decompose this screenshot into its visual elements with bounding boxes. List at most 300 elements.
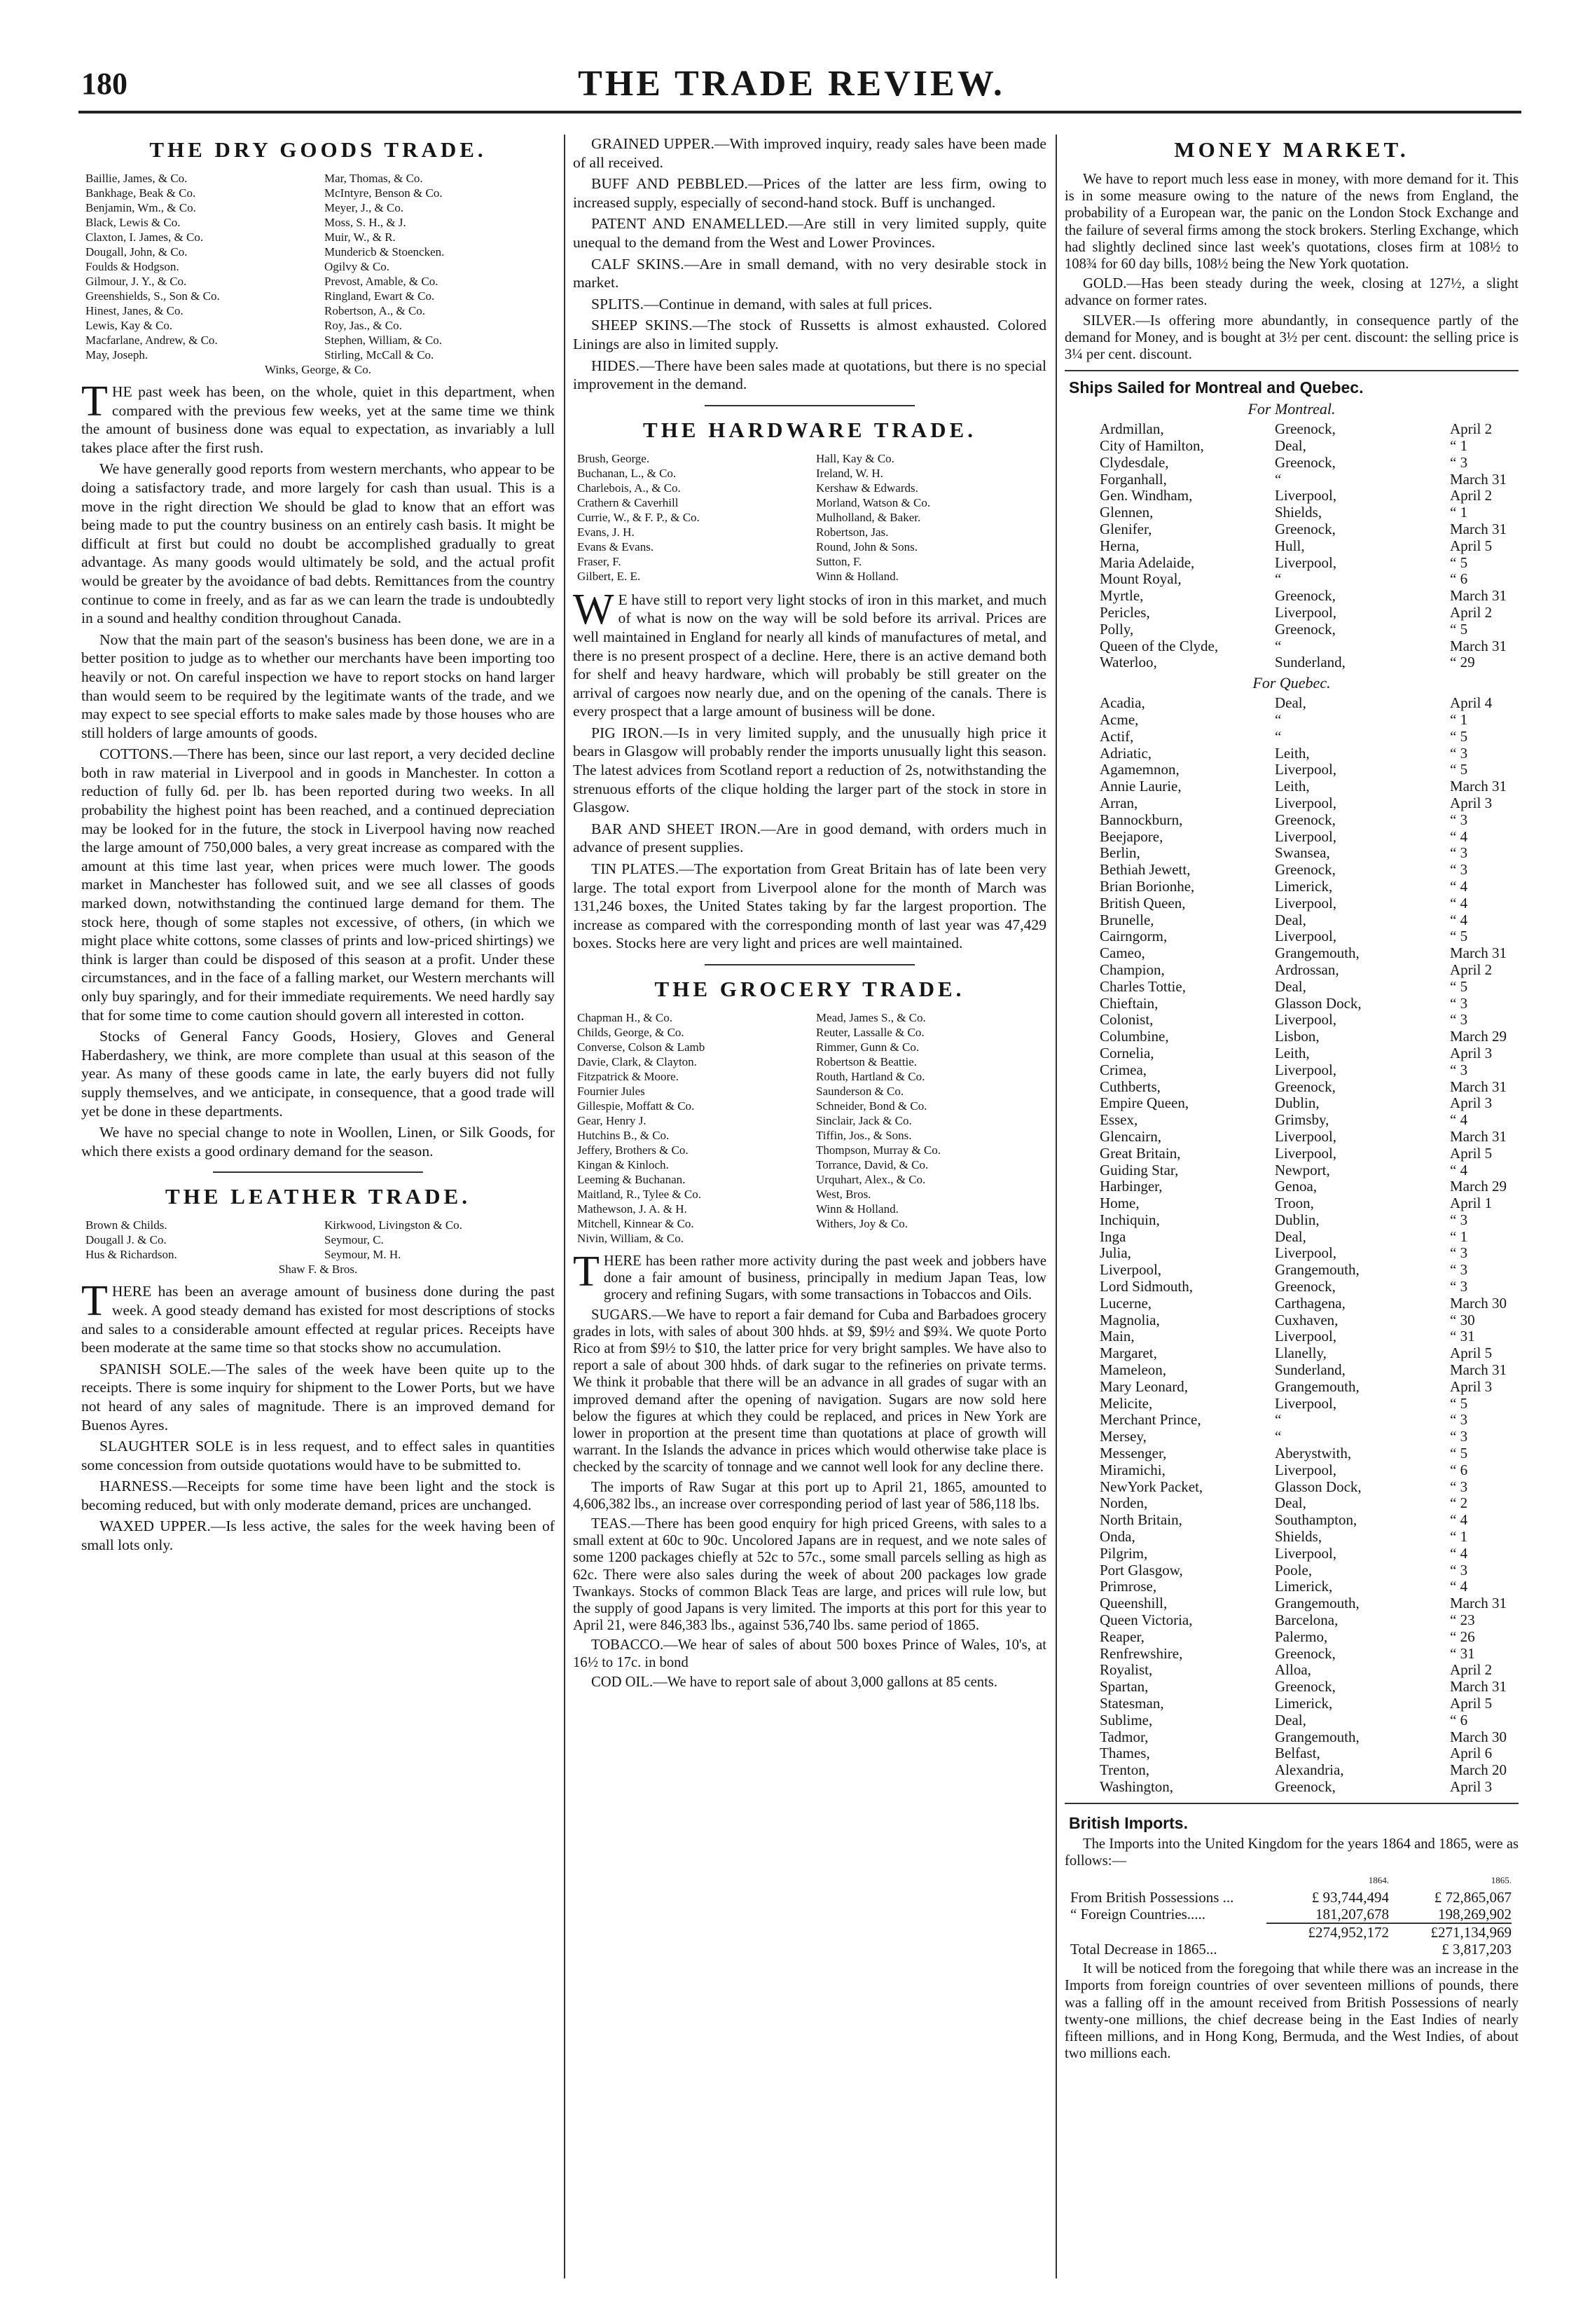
ship-date: March 31 xyxy=(1450,587,1507,605)
ship-name: Liverpool, xyxy=(1100,1262,1162,1279)
ship-name: Reaper, xyxy=(1100,1628,1145,1645)
grocery-article xyxy=(573,1248,1046,1691)
ship-name: Brunelle, xyxy=(1100,912,1154,928)
ship-row xyxy=(1065,1162,1519,1179)
ship-port: Limerick, xyxy=(1275,878,1333,895)
article-paragraph: We have to report much less ease in money, with more demand for it. This is in some measure owing to the nature of the news from England, the probability of a European war, the panic on the London Stock Exchange and the failure of several firms among the stock brokers. Sterling Exchange, which had slightly declined since last week's quotations, closes firm at 108½ to 108¾ for 60 day bills, 108½ being the New York quotation. xyxy=(1065,172,1519,273)
firm-name: Roy, Jas., & Co. xyxy=(324,319,402,332)
ship-row xyxy=(1065,504,1519,521)
ship-name: Margaret, xyxy=(1100,1345,1157,1362)
firm-name: Maitland, R., Tylee & Co. xyxy=(577,1188,701,1201)
ship-row xyxy=(1065,1095,1519,1112)
ship-row xyxy=(1065,1029,1519,1045)
ship-row xyxy=(1065,778,1519,795)
article-paragraph: TOBACCO.—We hear of sales of about 500 boxes Prince of Wales, 10's, at 16½ to 17c. in bond xyxy=(573,1637,1046,1670)
ship-row xyxy=(1065,895,1519,912)
ship-date: “ 3 xyxy=(1450,1278,1468,1295)
ship-row xyxy=(1065,1245,1519,1262)
ship-date: “ 4 xyxy=(1450,827,1468,845)
ship-port: Liverpool, xyxy=(1275,1328,1337,1345)
ship-row xyxy=(1065,712,1519,729)
ship-row xyxy=(1065,695,1519,712)
ship-row xyxy=(1065,1178,1519,1195)
dry-goods-firm-list xyxy=(85,171,551,362)
ship-port: Alexandria, xyxy=(1275,1762,1344,1779)
section-rule xyxy=(705,405,915,406)
ship-name: Bannockburn, xyxy=(1100,811,1183,828)
ships-montreal-list xyxy=(1065,421,1519,671)
firm-name: Nivin, William, & Co. xyxy=(577,1232,684,1245)
ship-port: Grimsby, xyxy=(1275,1112,1329,1129)
ship-date: “ 3 xyxy=(1450,811,1468,828)
hardware-firm-list xyxy=(577,451,1042,584)
ship-port: Deal, xyxy=(1275,978,1306,995)
ship-name: Annie Laurie, xyxy=(1100,778,1182,795)
ship-name: Inga xyxy=(1100,1228,1126,1245)
ship-name: Champion, xyxy=(1100,961,1165,978)
ship-row xyxy=(1065,979,1519,996)
firm-name: Charlebois, A., & Co. xyxy=(577,481,681,495)
ship-port: Greenock, xyxy=(1275,588,1336,605)
ship-port: Leith, xyxy=(1275,778,1310,795)
ship-port: Glasson Dock, xyxy=(1275,995,1362,1012)
ship-date: April 5 xyxy=(1450,537,1493,554)
ship-name: North Britain, xyxy=(1100,1512,1182,1529)
firm-name: Claxton, I. James, & Co. xyxy=(85,231,204,244)
ship-date: “ 3 xyxy=(1450,1411,1468,1429)
ship-row xyxy=(1065,1379,1519,1396)
money-market-title: MONEY MARKET. xyxy=(1174,137,1409,162)
firm-name: Sinclair, Jack & Co. xyxy=(816,1114,912,1127)
ship-date: “ 1 xyxy=(1450,710,1468,728)
ship-name: Washington, xyxy=(1100,1778,1174,1795)
ship-date: March 31 xyxy=(1450,1595,1507,1612)
firm-name: Mitchell, Kinnear & Co. xyxy=(577,1217,694,1230)
article-paragraph: SLAUGHTER SOLE is in less request, and to effect sales in quantities some concession from outside quotations would have to be submitted to. xyxy=(81,1438,555,1473)
ship-date: “ 3 xyxy=(1450,1211,1468,1228)
ship-name: Renfrewshire, xyxy=(1100,1645,1183,1662)
ship-port: Grangemouth, xyxy=(1275,1728,1360,1745)
ship-name: Ardmillan, xyxy=(1100,421,1164,438)
ship-name: Beejapore, xyxy=(1100,828,1163,845)
section-rule xyxy=(1065,370,1519,371)
ship-date: “ 31 xyxy=(1450,1328,1475,1345)
firm-name: Seymour, C. xyxy=(324,1233,384,1247)
ship-row xyxy=(1065,1012,1519,1029)
ship-port: Liverpool, xyxy=(1275,605,1337,621)
ship-port: “ xyxy=(1275,728,1282,745)
ship-name: Acme, xyxy=(1100,711,1139,728)
ship-date: “ 3 xyxy=(1450,1244,1468,1262)
ship-row xyxy=(1065,1129,1519,1146)
ship-port: Grangemouth, xyxy=(1275,1262,1360,1279)
firm-name: Chapman H., & Co. xyxy=(577,1011,672,1024)
ship-date: “ 3 xyxy=(1450,1478,1468,1495)
firm-name: Converse, Colson & Lamb xyxy=(577,1040,705,1054)
ship-row xyxy=(1065,1445,1519,1462)
ship-row xyxy=(1065,421,1519,438)
firm-name: Withers, Joy & Co. xyxy=(816,1217,908,1230)
ship-row xyxy=(1065,1579,1519,1595)
ship-port: Liverpool, xyxy=(1275,1128,1337,1145)
ships-quebec-list xyxy=(1065,695,1519,1796)
ship-date: March 31 xyxy=(1450,1078,1507,1095)
ship-date: “ 5 xyxy=(1450,761,1468,778)
firm-name: May, Joseph. xyxy=(85,348,148,362)
ship-name: Charles Tottie, xyxy=(1100,978,1186,995)
ship-row xyxy=(1065,472,1519,488)
article-paragraph: SILVER.—Is offering more abundantly, in consequence partly of the demand for Money, and is bought at 3½ per cent. discount: the selling price is 3¼ per cent. discount. xyxy=(1065,312,1519,363)
ship-name: Glencairn, xyxy=(1100,1128,1162,1145)
firm-name: Ireland, W. H. xyxy=(816,466,883,480)
ship-port: Dublin, xyxy=(1275,1095,1320,1112)
firm-name: Lewis, Kay & Co. xyxy=(85,319,173,332)
ship-name: Cornelia, xyxy=(1100,1045,1154,1061)
ship-port: Deal, xyxy=(1275,438,1306,455)
ship-port: “ xyxy=(1275,638,1282,654)
ship-name: Actif, xyxy=(1100,728,1134,745)
ship-port: Newport, xyxy=(1275,1162,1330,1178)
ship-row xyxy=(1065,455,1519,472)
ship-name: Lord Sidmouth, xyxy=(1100,1279,1194,1295)
firm-name: Stirling, McCall & Co. xyxy=(324,348,434,362)
ship-date: “ 4 xyxy=(1450,911,1468,928)
firm-name: Thompson, Murray & Co. xyxy=(816,1143,941,1157)
ship-row xyxy=(1065,638,1519,655)
ship-name: Port Glasgow, xyxy=(1100,1562,1183,1579)
firm-name: Reuter, Lassalle & Co. xyxy=(816,1026,925,1039)
column-1 xyxy=(81,135,555,2292)
ship-date: “ 4 xyxy=(1450,1161,1468,1178)
ship-port: Shields, xyxy=(1275,504,1322,521)
ship-date: “ 3 xyxy=(1450,861,1468,879)
ship-port: Grangemouth, xyxy=(1275,1378,1360,1395)
ship-port: Greenock, xyxy=(1275,454,1336,471)
ship-date: “ 6 xyxy=(1450,1711,1468,1728)
ship-port: Barcelona, xyxy=(1275,1612,1339,1629)
firm-name: Buchanan, L., & Co. xyxy=(577,466,677,480)
ship-name: Glenifer, xyxy=(1100,521,1152,538)
article-paragraph: PIG IRON.—Is in very limited supply, and the unusually high price it bears in Glasgow will probably render the imports unusually light this season. The latest advices from Scotland report a reduction of 2s, notwithstanding the strenuous efforts of the clique holding the larger part of the stock in store in Glasgow. xyxy=(573,724,1046,816)
article-paragraph: BAR AND SHEET IRON.—Are in good demand, with orders much in advance of present supplies. xyxy=(573,820,1046,856)
ship-port: Liverpool, xyxy=(1275,1061,1337,1078)
ship-port: Liverpool, xyxy=(1275,1145,1337,1162)
ship-date: “ 4 xyxy=(1450,894,1468,912)
ship-date: “ 5 xyxy=(1450,1394,1468,1412)
ship-row xyxy=(1065,845,1519,862)
hardware-article xyxy=(573,585,1046,953)
ship-port: Liverpool, xyxy=(1275,928,1337,945)
ship-date: “ 5 xyxy=(1450,620,1468,638)
imports-decrease-label: Total Decrease in 1865... xyxy=(1070,1941,1217,1958)
ship-port: Belfast, xyxy=(1275,1745,1320,1762)
firm-name xyxy=(816,1231,1042,1246)
ship-date: “ 4 xyxy=(1450,1544,1468,1562)
ship-row xyxy=(1065,1212,1519,1229)
ship-row xyxy=(1065,1512,1519,1529)
ship-date: April 2 xyxy=(1450,961,1493,978)
ship-date: April 3 xyxy=(1450,1778,1493,1795)
ship-name: Sublime, xyxy=(1100,1712,1153,1728)
ship-row xyxy=(1065,962,1519,979)
ship-row xyxy=(1065,1495,1519,1512)
ship-row xyxy=(1065,521,1519,538)
firm-name: McIntyre, Benson & Co. xyxy=(324,186,443,200)
imports-row xyxy=(1065,1889,1519,1906)
ship-date: March 29 xyxy=(1450,1028,1507,1045)
firm-name: Urquhart, Alex., & Co. xyxy=(816,1173,926,1186)
ship-date: April 3 xyxy=(1450,1044,1493,1061)
ship-date: April 6 xyxy=(1450,1745,1493,1762)
ship-row xyxy=(1065,829,1519,846)
ship-row xyxy=(1065,1328,1519,1345)
ship-name: Mameleon, xyxy=(1100,1362,1167,1379)
firm-name: Davie, Clark, & Clayton. xyxy=(577,1055,697,1068)
ship-port: Liverpool, xyxy=(1275,1545,1337,1562)
ship-row xyxy=(1065,605,1519,621)
imports-total-1864: £274,952,172 xyxy=(1266,1923,1389,1941)
ship-row xyxy=(1065,538,1519,555)
ship-name: Main, xyxy=(1100,1328,1135,1345)
ship-date: April 2 xyxy=(1450,487,1493,504)
ship-date: “ 1 xyxy=(1450,437,1468,455)
article-paragraph: THERE has been rather more activity during the past week and jobbers have done a fair amount of business, principally in medium Japan Teas, low grocery and refining Sugars, with some transactions in Tobaccos and Oils. xyxy=(573,1248,1046,1303)
ship-name: Pilgrim, xyxy=(1100,1545,1148,1562)
page-number: 180 xyxy=(81,67,127,101)
ship-date: “ 3 xyxy=(1450,1011,1468,1029)
ship-name: Cuthberts, xyxy=(1100,1078,1161,1095)
firm-name: Dougall, John, & Co. xyxy=(85,245,188,259)
article-paragraph: SHEEP SKINS.—The stock of Russetts is almost exhausted. Colored Linings are also in limited supply. xyxy=(573,317,1046,352)
ship-date: “ 30 xyxy=(1450,1311,1475,1328)
article-paragraph: WE have still to report very light stocks of iron in this market, and much of what is now on the way will be sold before its arrival. Prices are well maintained in England for nearly all kinds of manufactures of metal, and there is no present prospect of a decline. Here, there is an active demand both for shelf and heavy hardware, which will probably be still greater on the arrival of cargoes now nearly due, and on the opening of the canals. There is every prospect that a large amount of business will be done. xyxy=(573,585,1046,720)
article-paragraph: TIN PLATES.—The exportation from Great Britain has of late been very large. The total export from Liverpool alone for the month of March was 131,246 boxes, the United States taking by far the largest proportion. The increase as compared with the corresponding month of last year was 47,429 boxes. Stocks here are very light and prices are well maintained. xyxy=(573,860,1046,952)
section-rule xyxy=(1065,1803,1519,1804)
ship-name: Guiding Star, xyxy=(1100,1162,1179,1178)
imports-row xyxy=(1065,1906,1519,1923)
leather-article-continued xyxy=(573,135,1046,394)
ship-date: April 3 xyxy=(1450,1377,1493,1395)
ship-name: Agamemnon, xyxy=(1100,762,1180,778)
ship-row xyxy=(1065,1295,1519,1312)
dry-goods-title: THE DRY GOODS TRADE. xyxy=(149,137,487,162)
ship-name: Colonist, xyxy=(1100,1012,1154,1029)
ship-port: Shields, xyxy=(1275,1529,1322,1546)
ship-name: Julia, xyxy=(1100,1245,1131,1262)
ship-row xyxy=(1065,795,1519,812)
ship-date: “ 6 xyxy=(1450,1461,1468,1478)
firm-name: Evans & Evans. xyxy=(577,539,654,554)
firm-name: West, Bros. xyxy=(816,1188,871,1201)
ship-date: April 3 xyxy=(1450,1094,1493,1112)
ship-port: Limerick, xyxy=(1275,1579,1333,1595)
ship-port: Liverpool, xyxy=(1275,488,1337,504)
imports-decrease-row xyxy=(1065,1941,1519,1958)
ship-date: “ 3 xyxy=(1450,1061,1468,1078)
ship-name: Great Britain, xyxy=(1100,1145,1181,1162)
ship-port: Dublin, xyxy=(1275,1211,1320,1228)
column-3 xyxy=(1065,135,1519,2292)
firm-name: Black, Lewis & Co. xyxy=(85,216,181,229)
ship-row xyxy=(1065,1595,1519,1612)
ship-name: Mary Leonard, xyxy=(1100,1378,1188,1395)
ship-row xyxy=(1065,1146,1519,1162)
article-paragraph: COTTONS.—There has been, since our last report, a very decided decline both in raw material in Liverpool and in goods in Manchester. In cotton a reduction of fully 6d. per lb. has been reported during two weeks. In all probability the highest point has been reached, and a continued depreciation may be looked for in the future, the stock in Liverpool having now reached the large amount of 750,000 bales, a very great increase as compared with the amount at this time last year, when prices were much lower. The goods market in Manchester has followed suit, and we see all classes of goods marked down, notwithstanding the continued large demand for them. The stock here, though of some staples not excessive, of others, (in which we might place white cottons, some classes of prints and low-priced shirtings) we think is larger than could be disposed of this season at a profit. Under these circumstances, and in the face of a falling market, our Western merchants will only buy sparingly, and for their immediate requirements. We need hardly say that for some time to come caution should govern all interested in cotton. xyxy=(81,745,555,1024)
ship-date: “ 1 xyxy=(1450,1228,1468,1245)
ship-name: Onda, xyxy=(1100,1529,1135,1546)
ship-row xyxy=(1065,488,1519,504)
ship-port: Ardrossan, xyxy=(1275,961,1339,978)
ship-name: Empire Queen, xyxy=(1100,1095,1189,1112)
ship-date: “ 3 xyxy=(1450,1261,1468,1279)
ship-date: April 5 xyxy=(1450,1695,1493,1712)
ship-name: Mersey, xyxy=(1100,1429,1147,1445)
ship-name: Crimea, xyxy=(1100,1061,1147,1078)
ship-date: March 31 xyxy=(1450,470,1507,488)
ships-quebec-label: For Quebec. xyxy=(1252,674,1331,692)
ship-row xyxy=(1065,1646,1519,1663)
ship-row xyxy=(1065,1546,1519,1562)
ship-date: “ 4 xyxy=(1450,1511,1468,1529)
ship-date: “ 5 xyxy=(1450,554,1468,571)
page-title: THE TRADE REVIEW. xyxy=(578,64,1005,104)
firm-name: Seymour, M. H. xyxy=(324,1248,401,1262)
ship-date: “ 2 xyxy=(1450,1494,1468,1512)
ships-title: Ships Sailed for Montreal and Quebec. xyxy=(1069,378,1364,397)
ship-row xyxy=(1065,1629,1519,1646)
ship-name: Messenger, xyxy=(1100,1445,1167,1462)
article-paragraph: Now that the main part of the season's business has been done, we are in a better position to judge as to whether our merchants have been importing too heavily or not. On careful inspection we have to report stocks on hand larger than would seem to be required by the legitimate wants of the trade, and we may expect to see special efforts to make sales made by those houses who are still holders of large amounts of goods. xyxy=(81,631,555,741)
ship-name: Arran, xyxy=(1100,795,1138,811)
ship-row xyxy=(1065,1679,1519,1696)
ship-row xyxy=(1065,1729,1519,1746)
firm-name: Winn & Holland. xyxy=(816,569,899,583)
ship-name: Myrtle, xyxy=(1100,588,1144,605)
ship-date: “ 31 xyxy=(1450,1644,1475,1662)
ship-date: March 31 xyxy=(1450,521,1507,538)
leather-last-firm: Shaw F. & Bros. xyxy=(278,1263,358,1277)
ship-row xyxy=(1065,1529,1519,1546)
ship-row xyxy=(1065,1429,1519,1445)
firm-name: Gillespie, Moffatt & Co. xyxy=(577,1099,695,1113)
imports-decrease-value: £ 3,817,203 xyxy=(1442,1941,1512,1958)
money-market-article xyxy=(1065,171,1519,363)
firm-name: Rimmer, Gunn & Co. xyxy=(816,1040,920,1054)
firm-name: Meyer, J., & Co. xyxy=(324,201,404,214)
section-rule xyxy=(213,1171,423,1173)
firm-name: Bankhage, Beak & Co. xyxy=(85,186,196,200)
ship-date: April 5 xyxy=(1450,1144,1493,1162)
firm-name: Ringland, Ewart & Co. xyxy=(324,289,435,303)
firm-name: Muir, W., & R. xyxy=(324,231,396,244)
ship-name: Gen. Windham, xyxy=(1100,488,1193,504)
ship-date: March 31 xyxy=(1450,637,1507,654)
column-2 xyxy=(573,135,1046,2292)
page-header xyxy=(0,60,1583,116)
ship-date: “ 3 xyxy=(1450,1428,1468,1445)
ship-date: April 2 xyxy=(1450,1661,1493,1679)
ship-row xyxy=(1065,996,1519,1012)
firm-name: Robertson, A., & Co. xyxy=(324,304,426,317)
ship-port: Hull, xyxy=(1275,537,1305,554)
ship-row xyxy=(1065,745,1519,762)
ship-date: March 20 xyxy=(1450,1761,1507,1779)
firm-name: Prevost, Amable, & Co. xyxy=(324,275,438,288)
ship-date: “ 3 xyxy=(1450,744,1468,762)
ship-row xyxy=(1065,621,1519,638)
ship-port: Southampton, xyxy=(1275,1512,1357,1529)
ship-date: “ 4 xyxy=(1450,877,1468,895)
dry-goods-article xyxy=(81,378,555,1160)
ship-name: Merchant Prince, xyxy=(1100,1412,1201,1429)
firm-name: Greenshields, S., Son & Co. xyxy=(85,289,220,303)
firm-name: Macfarlane, Andrew, & Co. xyxy=(85,334,218,347)
ship-name: Tadmor, xyxy=(1100,1728,1149,1745)
ship-port: Deal, xyxy=(1275,1495,1306,1512)
ship-date: “ 29 xyxy=(1450,654,1475,671)
ship-row xyxy=(1065,1279,1519,1295)
firm-name: Fitzpatrick & Moore. xyxy=(577,1070,679,1083)
firm-name: Schneider, Bond & Co. xyxy=(816,1099,927,1113)
ship-name: Spartan, xyxy=(1100,1679,1149,1696)
article-paragraph: HIDES.—There have been sales made at quotations, but there is no special improvement in the demand. xyxy=(573,357,1046,393)
firm-name: Mundericb & Stoencken. xyxy=(324,245,445,259)
ship-row xyxy=(1065,1779,1519,1796)
ship-date: March 31 xyxy=(1450,778,1507,795)
ship-row xyxy=(1065,1396,1519,1412)
imports-intro: The Imports into the United Kingdom for the years 1864 and 1865, were as follows:— xyxy=(1065,1836,1519,1869)
ship-port: Aberystwith, xyxy=(1275,1445,1352,1462)
column-divider xyxy=(564,135,565,2278)
ship-port: Greenock, xyxy=(1275,811,1336,828)
ship-date: “ 5 xyxy=(1450,928,1468,945)
ship-port: Greenock, xyxy=(1275,621,1336,638)
ship-name: Royalist, xyxy=(1100,1662,1153,1679)
ship-date: “ 3 xyxy=(1450,453,1468,471)
ship-name: Home, xyxy=(1100,1195,1140,1212)
firm-name: Baillie, James, & Co. xyxy=(85,172,188,185)
ship-row xyxy=(1065,438,1519,455)
ship-row xyxy=(1065,555,1519,572)
firm-name: Fournier Jules xyxy=(577,1085,645,1098)
ship-port: Greenock, xyxy=(1275,1645,1336,1662)
ship-row xyxy=(1065,1662,1519,1679)
ship-name: Mount Royal, xyxy=(1100,571,1182,588)
leather-firm-list xyxy=(85,1218,551,1262)
ship-port: Liverpool, xyxy=(1275,895,1337,912)
ship-name: Clydesdale, xyxy=(1100,454,1169,471)
ship-date: “ 4 xyxy=(1450,1111,1468,1129)
ship-date: April 2 xyxy=(1450,604,1493,621)
ship-name: Primrose, xyxy=(1100,1579,1157,1595)
ship-date: March 30 xyxy=(1450,1728,1507,1745)
firm-name: Foulds & Hodgson. xyxy=(85,260,179,273)
ship-port: Greenock, xyxy=(1275,1778,1336,1795)
ship-row xyxy=(1065,945,1519,962)
firm-name: Mead, James S., & Co. xyxy=(816,1011,926,1024)
ship-date: March 31 xyxy=(1450,1678,1507,1696)
ship-row xyxy=(1065,879,1519,895)
ship-name: Cameo, xyxy=(1100,945,1145,962)
imports-closing: It will be noticed from the foregoing that while there was an increase in the Imports from foreign countries of over seventeen millions of pounds, there was a falling off in the amount received from British Possessions of nearly twenty-one millions, the chief decrease being in the East Indies of nearly fifteen millions, and in Hong Kong, Bermuda, and the West Indies, of about two millions each. xyxy=(1065,1961,1519,2062)
firm-name: Leeming & Buchanan. xyxy=(577,1173,686,1186)
ship-port: Leith, xyxy=(1275,1045,1310,1061)
firm-name: Fraser, F. xyxy=(577,554,621,568)
ship-name: Cairngorm, xyxy=(1100,928,1168,945)
ship-row xyxy=(1065,928,1519,945)
firm-name: Crathern & Caverhill xyxy=(577,495,679,509)
ship-name: Herna, xyxy=(1100,537,1140,554)
